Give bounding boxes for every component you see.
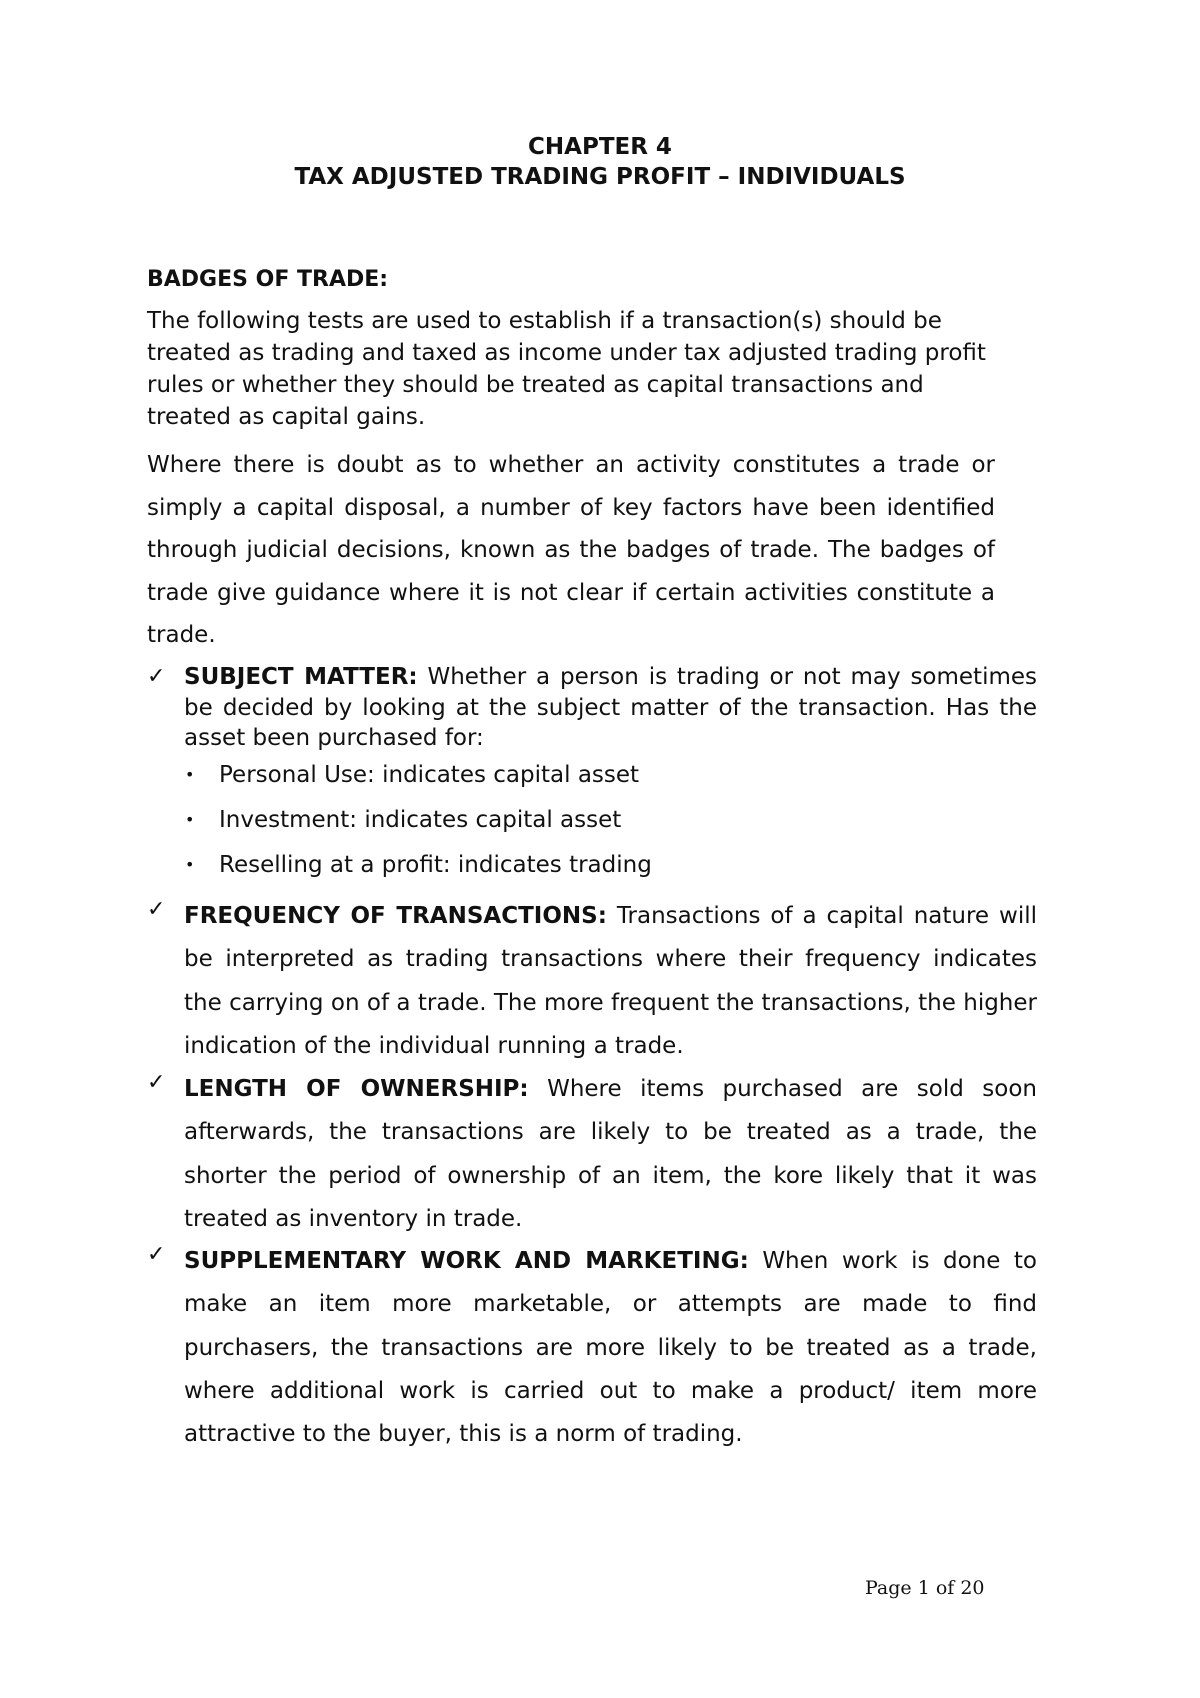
checkmark-icon: ✓ [147, 897, 166, 922]
checklist-item-text [184, 1068, 1037, 1241]
checklist-item-length-of-ownership [147, 1068, 1037, 1241]
checklist-item-text [184, 1240, 1037, 1456]
checkmark-icon: ✓ [147, 664, 166, 689]
checklist-item-text [184, 662, 1037, 754]
chapter-title: CHAPTER 4 [528, 134, 672, 160]
bullet-list [147, 760, 652, 895]
list-item [147, 760, 652, 805]
checklist-item-lead: FREQUENCY OF TRANSACTIONS: [184, 903, 607, 929]
list-item-text: Personal Use: indicates capital asset [219, 762, 640, 788]
badges-paragraph: Where there is doubt as to whether an activity constitutes a trade or simply a capital disposal, a number of key factors have been identified through judicial decisions, known as the badges of trade. The badges of trade give guidance where it is not clear if certain activities constitute a trade. [147, 452, 995, 649]
checklist-item-lead: LENGTH OF OWNERSHIP: [184, 1076, 529, 1102]
checklist-item-lead: SUPPLEMENTARY WORK AND MARKETING: [184, 1248, 749, 1274]
checklist-item-body: When work is done to make an item more marketable, or attempts are made to find purchasers, the transactions are more likely to be treated as a trade, where additional work is carried out to make a product/ item more attractive to the buyer, this is a norm of trading. [184, 1248, 1038, 1448]
section-heading: BADGES OF TRADE: [147, 267, 389, 292]
checkmark-icon: ✓ [147, 1070, 166, 1095]
checklist-item-body: Where items purchased are sold soon afterwards, the transactions are likely to be treated as a trade, the shorter the period of ownership of an item, the kore likely that it was treated as inventory in trade. [184, 1076, 1037, 1232]
bullet-icon: • [185, 855, 195, 874]
list-item [147, 850, 652, 895]
checkmark-icon: ✓ [147, 1242, 166, 1267]
chapter-subtitle: TAX ADJUSTED TRADING PROFIT – INDIVIDUALS [294, 164, 906, 190]
checklist-item-body: Transactions of a capital nature will be interpreted as trading transactions where their frequency indicates the carrying on of a trade. The more frequent the transactions, the higher indication of the individual running a trade. [184, 903, 1037, 1059]
intro-paragraph: The following tests are used to establish if a transaction(s) should be treated as trading and taxed as income under tax adjusted trading profit rules or whether they should be treated as capital transactions and treated as capital gains. [147, 308, 986, 430]
checklist-item-lead: SUBJECT MATTER: [184, 664, 418, 690]
page-number: Page 1 of 20 [865, 1577, 985, 1599]
checklist-item-body: Whether a person is trading or not may sometimes be decided by looking at the subject matter of the transaction. Has the asset been purchased for: [184, 664, 1038, 751]
checklist-item-text [184, 895, 1037, 1068]
list-item-text: Investment: indicates capital asset [219, 807, 622, 833]
checklist-item-frequency [147, 895, 1037, 1068]
checklist-item-subject-matter [147, 662, 1037, 754]
bullet-icon: • [185, 765, 195, 784]
bullet-icon: • [185, 810, 195, 829]
checklist-item-supplementary-work [147, 1240, 1037, 1456]
list-item [147, 805, 652, 850]
list-item-text: Reselling at a profit: indicates trading [219, 852, 652, 878]
